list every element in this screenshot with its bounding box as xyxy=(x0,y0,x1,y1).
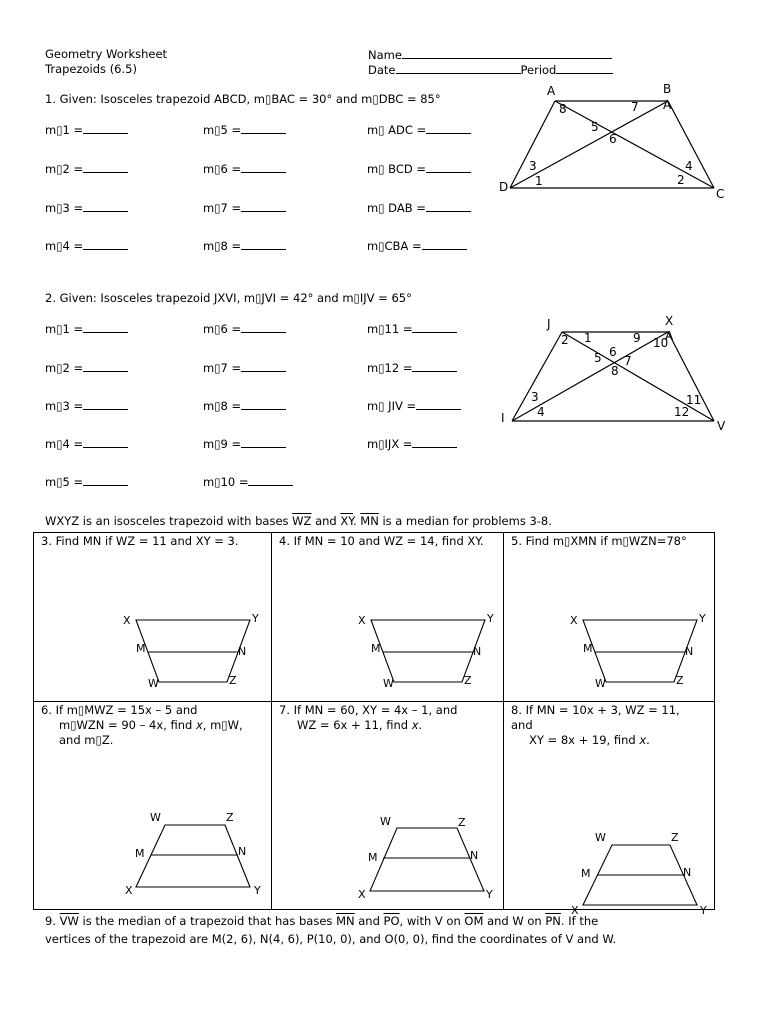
vertex-Z: Z xyxy=(464,674,472,687)
angle-answer-field[interactable] xyxy=(203,321,286,336)
angle-label: m▯10 = xyxy=(203,475,249,489)
angle-label: m▯9 = xyxy=(203,437,242,451)
angle-1: 1 xyxy=(535,174,543,188)
label-B: B xyxy=(663,82,672,96)
angle-label: m▯6 = xyxy=(203,162,242,176)
answer-blank[interactable] xyxy=(426,161,471,173)
segment-MN: $\overline{MN}$ xyxy=(336,914,355,928)
answer-blank[interactable] xyxy=(426,122,471,134)
angle-label: m▯2 = xyxy=(45,162,84,176)
problem3-text: 3. Find MN if WZ = 11 and XY = 3. xyxy=(41,534,239,548)
vertex-W: W xyxy=(595,831,606,844)
angle-answer-field[interactable] xyxy=(367,200,471,215)
angle-label: m▯3 = xyxy=(45,399,84,413)
angle-label: m▯7 = xyxy=(203,201,242,215)
problem1-trapezoid-figure xyxy=(495,80,735,205)
answer-blank[interactable] xyxy=(83,360,128,372)
point-N: N xyxy=(238,845,247,858)
vertex-Y: Y xyxy=(700,904,707,917)
angle-answer-field[interactable] xyxy=(367,398,461,413)
vertex-Y: Y xyxy=(487,612,494,625)
problem2-trapezoid-figure xyxy=(500,315,735,435)
answer-blank[interactable] xyxy=(412,436,457,448)
date-label: Date xyxy=(368,63,396,77)
angle-answer-field[interactable] xyxy=(45,200,128,215)
angle-label: m▯11 = xyxy=(367,322,413,336)
vertex-X: X xyxy=(358,888,366,901)
answer-blank[interactable] xyxy=(426,200,471,212)
angle-answer-field[interactable] xyxy=(203,122,286,137)
answer-blank[interactable] xyxy=(83,321,128,333)
vertex-W: W xyxy=(150,811,161,824)
angle-label: m▯CBA = xyxy=(367,239,422,253)
angle-label: m▯1 = xyxy=(45,322,84,336)
angle-3: 3 xyxy=(531,390,539,404)
answer-blank[interactable] xyxy=(241,398,286,410)
label-V: V xyxy=(717,419,726,433)
label-J: J xyxy=(547,317,551,331)
angle-answer-field[interactable] xyxy=(45,360,128,375)
problem5-text: 5. Find m▯XMN if m▯WZN=78° xyxy=(511,534,687,548)
answer-blank[interactable] xyxy=(241,161,286,173)
label-I: I xyxy=(501,411,505,425)
angle-2: 2 xyxy=(677,173,685,187)
angle-answer-field[interactable] xyxy=(203,360,286,375)
problem7-figure xyxy=(355,814,505,902)
problem3-figure xyxy=(120,610,270,690)
answer-blank[interactable] xyxy=(241,436,286,448)
angle-1: 1 xyxy=(584,331,592,345)
angle-label: m▯ DAB = xyxy=(367,201,426,215)
vertex-X: X xyxy=(125,884,133,897)
vertex-Z: Z xyxy=(676,674,684,687)
point-N: N xyxy=(473,645,482,658)
problem5-figure xyxy=(567,610,717,690)
angle-label: m▯ BCD = xyxy=(367,162,427,176)
point-N: N xyxy=(238,645,247,658)
vertex-X: X xyxy=(571,904,579,917)
median-intro: WXYZ is an isosceles trapezoid with bases $\overline{WZ}$ and $\overline{XY}$. $\overline{MN}$ is a median for problems 3-8. xyxy=(45,514,552,528)
angle-label: m▯IJX = xyxy=(367,437,413,451)
segment-MN: $\overline{MN}$ xyxy=(360,514,379,528)
angle-label: m▯8 = xyxy=(203,239,242,253)
vertex-W: W xyxy=(383,677,394,690)
angle-label: m▯4 = xyxy=(45,437,84,451)
segment-WZ: $\overline{WZ}$ xyxy=(292,514,312,528)
problem9-line2: vertices of the trapezoid are M(2, 6), N(4, 6), P(10, 0), and O(0, 0), find the coordinates of V and W. xyxy=(45,932,617,946)
problem2-given: 2. Given: Isosceles trapezoid JXVI, m▯JVI = 42° and m▯IJV = 65° xyxy=(45,291,412,305)
worksheet-subtitle: Trapezoids (6.5) xyxy=(45,62,137,76)
angle-A-mark: A xyxy=(663,98,672,112)
point-N: N xyxy=(683,866,692,879)
period-label: Period xyxy=(520,63,557,77)
label-C: C xyxy=(716,187,725,201)
angle-label: m▯4 = xyxy=(45,239,84,253)
answer-blank[interactable] xyxy=(241,360,286,372)
angle-answer-field[interactable] xyxy=(45,474,128,489)
angle-label: m▯1 = xyxy=(45,123,84,137)
angle-8: 8 xyxy=(559,102,567,116)
problem4-text: 4. If MN = 10 and WZ = 14, find XY. xyxy=(279,534,484,548)
angle-answer-field[interactable] xyxy=(203,161,286,176)
angle-3: 3 xyxy=(529,159,537,173)
segment-VW: $\overline{VW}$ xyxy=(59,914,79,928)
angle-label: m▯3 = xyxy=(45,201,84,215)
answer-blank[interactable] xyxy=(422,238,467,250)
vertex-X: X xyxy=(358,614,366,627)
angle-answer-field[interactable] xyxy=(203,436,286,451)
angle-7: 7 xyxy=(624,354,632,368)
answer-blank[interactable] xyxy=(83,436,128,448)
angle-10: 10 xyxy=(653,336,669,350)
angle-label: m▯6 = xyxy=(203,322,242,336)
answer-blank[interactable] xyxy=(241,321,286,333)
answer-blank[interactable] xyxy=(241,238,286,250)
angle-answer-field[interactable] xyxy=(367,321,457,336)
answer-blank[interactable] xyxy=(83,200,128,212)
point-N: N xyxy=(685,645,694,658)
angle-6: 6 xyxy=(609,345,617,359)
answer-blank[interactable] xyxy=(83,474,128,486)
answer-blank[interactable] xyxy=(412,360,457,372)
answer-blank[interactable] xyxy=(83,398,128,410)
angle-answer-field[interactable] xyxy=(367,360,457,375)
angle-label: m▯12 = xyxy=(367,361,413,375)
vertex-Y: Y xyxy=(252,612,259,625)
vertex-Y: Y xyxy=(699,612,706,625)
label-D: D xyxy=(499,180,509,194)
point-M: M xyxy=(368,851,378,864)
answer-blank[interactable] xyxy=(416,398,461,410)
angle-4: 4 xyxy=(537,405,545,419)
angle-2: 2 xyxy=(561,333,569,347)
angle-label: m▯2 = xyxy=(45,361,84,375)
angle-label: m▯5 = xyxy=(45,475,84,489)
answer-blank[interactable] xyxy=(412,321,457,333)
angle-7: 7 xyxy=(631,100,639,114)
segment-XY: $\overline{XY}$ xyxy=(340,514,353,528)
angle-label: m▯5 = xyxy=(203,123,242,137)
answer-blank[interactable] xyxy=(241,200,286,212)
problem8-figure xyxy=(570,830,715,918)
point-M: M xyxy=(583,642,593,655)
angle-answer-field[interactable] xyxy=(203,398,286,413)
point-N: N xyxy=(470,849,479,862)
vertex-Y: Y xyxy=(254,884,261,897)
angle-answer-field[interactable] xyxy=(45,238,128,253)
worksheet-title: Geometry Worksheet xyxy=(45,47,168,61)
grid-divider xyxy=(33,701,715,702)
angle-answer-field[interactable] xyxy=(45,398,128,413)
vertex-W: W xyxy=(595,677,606,690)
label-X: X xyxy=(665,314,674,328)
angle-answer-field[interactable] xyxy=(203,238,286,253)
point-M: M xyxy=(581,867,591,880)
angle-5: 5 xyxy=(594,351,602,365)
problem6-figure xyxy=(120,810,270,895)
angle-label: m▯8 = xyxy=(203,399,242,413)
angle-label: m▯ JIV = xyxy=(367,399,417,413)
point-M: M xyxy=(371,642,381,655)
angle-A-mark: A xyxy=(665,329,674,343)
problem1-given: 1. Given: Isosceles trapezoid ABCD, m▯BAC = 30° and m▯DBC = 85° xyxy=(45,92,441,106)
angle-label: m▯7 = xyxy=(203,361,242,375)
problem9-line1: 9. $\overline{VW}$ is the median of a trapezoid that has bases $\overline{MN}$ and $\overline{PO}$, with V on $\overline{OM}$ and W on $\overline{PN}$. If the xyxy=(45,914,599,928)
answer-blank[interactable] xyxy=(83,161,128,173)
vertex-X: X xyxy=(570,614,578,627)
angle-8: 8 xyxy=(611,364,619,378)
angle-answer-field[interactable] xyxy=(45,321,128,336)
angle-5: 5 xyxy=(591,120,599,134)
angle-answer-field[interactable] xyxy=(367,238,467,253)
angle-answer-field[interactable] xyxy=(367,161,471,176)
label-A: A xyxy=(547,84,556,98)
angle-answer-field[interactable] xyxy=(203,474,293,489)
vertex-Z: Z xyxy=(226,811,234,824)
grid-divider xyxy=(271,532,272,910)
problem4-figure xyxy=(355,610,505,690)
angle-9: 9 xyxy=(633,331,641,345)
problem8-text: 8. If MN = 10x + 3, WZ = 11, and XY = 8x + 19, find x. xyxy=(511,703,680,747)
vertex-Y: Y xyxy=(486,888,493,901)
segment-PO: $\overline{PO}$ xyxy=(383,914,400,928)
vertex-W: W xyxy=(380,815,391,828)
angle-6: 6 xyxy=(609,132,617,146)
angle-answer-field[interactable] xyxy=(367,436,457,451)
vertex-Z: Z xyxy=(671,831,679,844)
name-field[interactable] xyxy=(368,47,612,62)
name-label: Name xyxy=(368,48,402,62)
angle-label: m▯ ADC = xyxy=(367,123,427,137)
date-field[interactable] xyxy=(368,62,613,77)
vertex-X: X xyxy=(123,614,131,627)
angle-answer-field[interactable] xyxy=(203,200,286,215)
problem7-text: 7. If MN = 60, XY = 4x – 1, and WZ = 6x + 11, find x. xyxy=(279,703,458,732)
point-M: M xyxy=(136,642,146,655)
problem6-text: 6. If m▯MWZ = 15x – 5 and m▯WZN = 90 – 4x, find x, m▯W, and m▯Z. xyxy=(41,703,243,747)
segment-OM: $\overline{OM}$ xyxy=(464,914,484,928)
angle-12: 12 xyxy=(674,405,690,419)
angle-answer-field[interactable] xyxy=(45,161,128,176)
answer-blank[interactable] xyxy=(83,238,128,250)
answer-blank[interactable] xyxy=(83,122,128,134)
segment-PN: $\overline{PN}$ xyxy=(545,914,561,928)
angle-11: 11 xyxy=(686,393,702,407)
vertex-Z: Z xyxy=(458,816,466,829)
vertex-W: W xyxy=(148,677,159,690)
answer-blank[interactable] xyxy=(248,474,293,486)
angle-4: 4 xyxy=(685,159,693,173)
answer-blank[interactable] xyxy=(241,122,286,134)
vertex-Z: Z xyxy=(229,674,237,687)
angle-answer-field[interactable] xyxy=(367,122,471,137)
angle-answer-field[interactable] xyxy=(45,436,128,451)
angle-answer-field[interactable] xyxy=(45,122,128,137)
point-M: M xyxy=(135,847,145,860)
